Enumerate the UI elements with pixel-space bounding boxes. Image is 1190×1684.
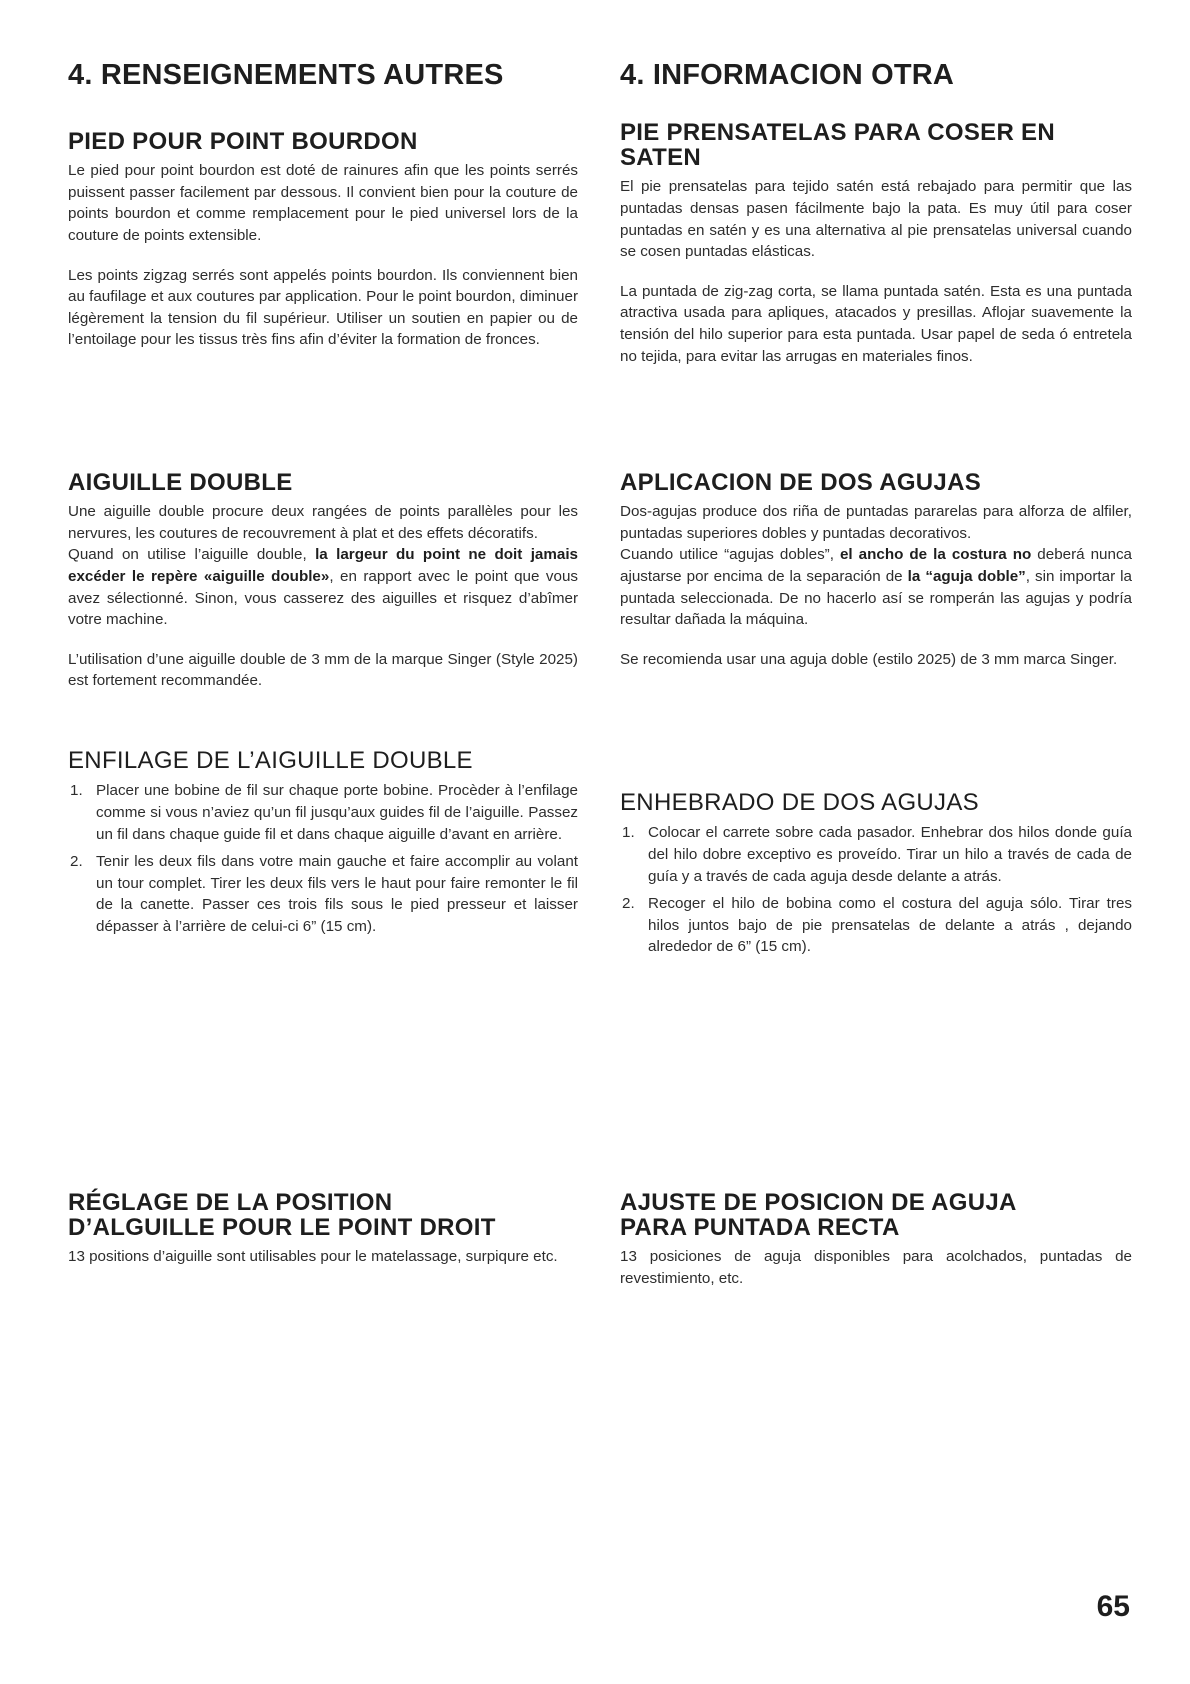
fr-satin-paragraph-2: Les points zigzag serrés sont appelés points bourdon. Ils conviennent bien au faufilage et aux coutures par application. Pour le point bourdon, diminuer légèrement la tension du fil supérieur. Utiliser un soutien en papier ou de l’entoilage pour les tissus très fins afin d’éviter la formation de fronces.	[68, 266, 578, 349]
step-text: Recoger el hilo de bobina como el costura del aguja sólo. Tirar tres hilos juntos bajo de pie prensatelas de delante a atrás , dejando alrededor de 6” (15 cm).	[648, 895, 1132, 956]
es-position-heading-line-1: AJUSTE DE POSICION DE AGUJA	[620, 1189, 1017, 1216]
fr-position-paragraph: 13 positions d’aiguille sont utilisables pour le matelassage, surpiqure etc.	[68, 1248, 558, 1266]
list-item	[68, 851, 578, 937]
fr-threading-heading: ENFILAGE DE L’AIGUILLE DOUBLE	[68, 747, 473, 774]
list-item	[620, 893, 1132, 958]
es-position-paragraph: 13 posiciones de aguja disponibles para acolchados, puntadas de revestimiento, etc.	[620, 1248, 1132, 1287]
es-title-block	[620, 60, 1132, 92]
es-twin-p2-bold-2: la “aguja doble”	[907, 567, 1026, 585]
fr-twin-p2-text-end: , en rapport avec le point que vous avez sélectionné. Sinon, vous casserez des aiguilles et risquez d’abîmer votre machine.	[68, 567, 578, 629]
step-number: 2.	[70, 853, 83, 871]
es-twin-paragraph-3: Se recomienda usar una aguja doble (estilo 2025) de 3 mm marca Singer.	[620, 650, 1118, 668]
es-threading-steps	[620, 822, 1132, 958]
list-item	[68, 780, 578, 845]
es-page-title: 4. INFORMACION OTRA	[620, 59, 955, 91]
list-item	[620, 822, 1132, 887]
fr-position-heading-line-1: RÉGLAGE DE LA POSITION	[68, 1189, 393, 1216]
es-threading-section	[620, 790, 1132, 964]
es-satin-paragraph-2: La puntada de zig-zag corta, se llama puntada satén. Esta es una puntada atractiva usada para apliques, atacados y presillas. Aflojar suavemente la tensión del hilo superior para esta puntada. Usar papel de seda ó entretela no tejida, para evitar las arrugas en materiales finos.	[620, 282, 1132, 365]
fr-page-title: 4. RENSEIGNEMENTS AUTRES	[68, 59, 504, 91]
step-text: Tenir les deux fils dans votre main gauche et faire accomplir au volant un tour complet. Tirer les deux fils vers le haut pour faire remonter le fil de la canette. Passer ces trois fils sous le pied presseur et laisser dépasser à l’arrière de celui-ci 6” (15 cm).	[96, 853, 578, 935]
es-twin-p2-bold: el ancho de la costura no	[839, 546, 1032, 564]
fr-twin-paragraph-3: L’utilisation d’une aiguille double de 3 mm de la marque Singer (Style 2025) est fortement recommandée.	[68, 650, 578, 690]
step-text: Placer une bobine de fil sur chaque porte bobine. Procèder à l’enfilage comme si vous n’aviez qu’un fil jusqu’aux guides fil de l’aiguille. Passez un fil dans chaque guide fil et dans chaque aiguille d’avant en arrière.	[96, 782, 578, 843]
step-number: 1.	[622, 824, 635, 842]
fr-twin-paragraph-1: Une aiguille double procure deux rangées de points parallèles pour les nervures, les coutures de recouvrement à plat et des effets décoratifs.	[68, 503, 578, 542]
es-position-heading-line-2: PARA PUNTADA RECTA	[620, 1214, 900, 1242]
es-satin-heading-line-2: SATEN	[620, 144, 702, 172]
es-position-section	[620, 1190, 1132, 1290]
es-twin-p2-text-mid: deberá nunca ajustarse por encima de la separación de	[620, 546, 1132, 585]
step-text: Colocar el carrete sobre cada pasador. Enhebrar dos hilos donde guía del hilo dobre exceptivo es proveído. Tirar un hilo a través de cada de guía y a través de cada aguja desde delante a atrás.	[648, 824, 1132, 885]
page-number: 65	[1096, 1590, 1130, 1623]
fr-position-section	[68, 1190, 578, 1268]
es-twin-section	[620, 470, 1132, 670]
es-threading-heading: ENHEBRADO DE DOS AGUJAS	[620, 789, 979, 816]
fr-twin-section	[68, 470, 578, 692]
es-satin-section	[620, 120, 1132, 367]
fr-twin-p2-text: Quand on utilise l’aiguille double,	[68, 546, 316, 564]
fr-twin-heading: AIGUILLE DOUBLE	[68, 469, 293, 496]
es-twin-p2-text: Cuando utilice “agujas dobles”,	[620, 546, 840, 564]
es-satin-heading-line-1: PIE PRENSATELAS PARA COSER EN	[620, 119, 1055, 146]
fr-satin-heading: PIED POUR POINT BOURDON	[68, 128, 418, 155]
step-number: 2.	[622, 895, 635, 913]
fr-title-block	[68, 60, 578, 92]
es-twin-paragraph-2	[620, 544, 1132, 630]
fr-twin-paragraph-2	[68, 544, 578, 630]
es-twin-heading: APLICACION DE DOS AGUJAS	[620, 469, 982, 496]
es-twin-paragraph-1: Dos-agujas produce dos riña de puntadas pararelas para alforza de alfiler, puntadas superiores dobles y puntadas decorativos.	[620, 503, 1132, 542]
fr-threading-section	[68, 748, 578, 944]
fr-satin-paragraph-1: Le pied pour point bourdon est doté de rainures afin que les points serrés puissent passer facilement par dessous. Il convient bien pour la couture de points bourdon et comme remplacement pour le pied universel lors de la couture de points extensible.	[68, 162, 578, 244]
fr-position-heading-line-2: D’ALGUILLE POUR LE POINT DROIT	[68, 1214, 496, 1242]
es-satin-paragraph-1: El pie prensatelas para tejido satén está rebajado para permitir que las puntadas densas pasen fácilmente bajo la pata. Es muy útil para coser puntadas en satén y es una alternativa al pie prensatelas universal cuando se cosen puntadas elásticas.	[620, 178, 1132, 261]
fr-threading-steps	[68, 780, 578, 937]
step-number: 1.	[70, 782, 83, 800]
es-twin-p2-text-end: , sin importar la puntada seleccionada. De no hacerlo así se romperán las agujas y podría resultar dañada la máquina.	[620, 567, 1132, 629]
fr-twin-p2-bold: la largeur du point ne doit jamais excéder le repère «aiguille double»	[68, 546, 578, 585]
fr-satin-section	[68, 129, 578, 351]
